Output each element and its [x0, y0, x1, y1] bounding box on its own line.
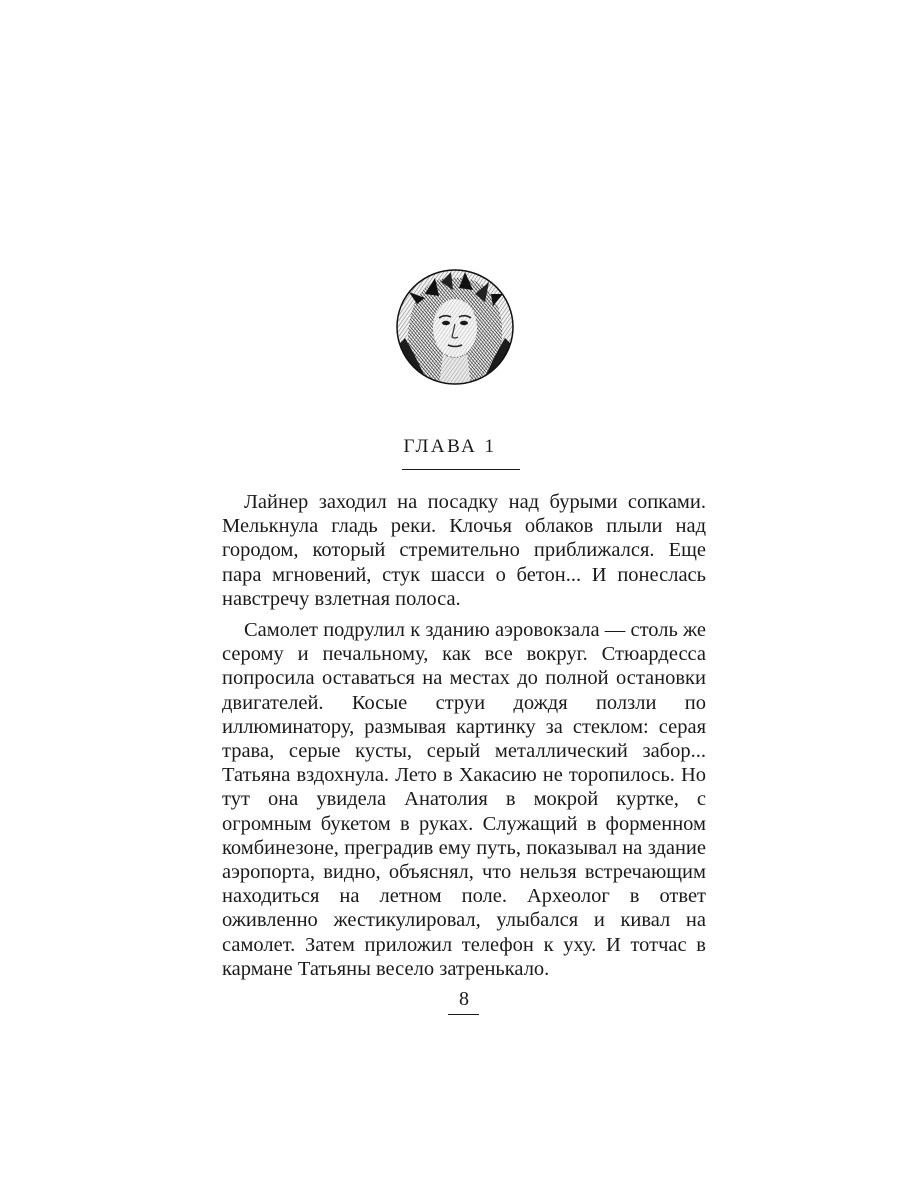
portrait-medallion-icon: [395, 268, 515, 386]
paragraph: Самолет подрулил к зданию аэровокзала — столь же серому и печальному, как все вокруг. Стюардесса попросила оставаться на местах до полной остановки двигателей. Косые струи дождя ползли по иллюминатору, размывая картинку за стеклом: серая трава, серые кусты, серый металлический забор... Татьяна вздохнула. Лето в Хакасию не торопилось. Но тут она увидела Анатолия в мокрой куртке, с огромным букетом в руках. Служащий в форменном комбинезоне, преградив ему путь, показывал на здание аэропорта, видно, объяснял, что нельзя встречающим находиться на летном поле. Археолог в ответ оживленно жестикулировал, улыбался и кивал на самолет. Затем приложил телефон к уху. И тотчас в кармане Татьяны весело затренькало.: [222, 619, 706, 980]
page-number-rule: [448, 1014, 479, 1015]
page-number: 8: [459, 988, 469, 1010]
chapter-title-rule: [402, 469, 520, 470]
chapter-title: ГЛАВА 1: [403, 436, 497, 457]
chapter-body: [222, 490, 706, 981]
paragraph: Лайнер заходил на посадку над бурыми сопками. Мелькнула гладь реки. Клочья облаков плыли над городом, который стремительно приближался. Еще пара мгновений, стук шасси о бетон... И понеслась навстречу взлетная полоса.: [222, 491, 706, 610]
